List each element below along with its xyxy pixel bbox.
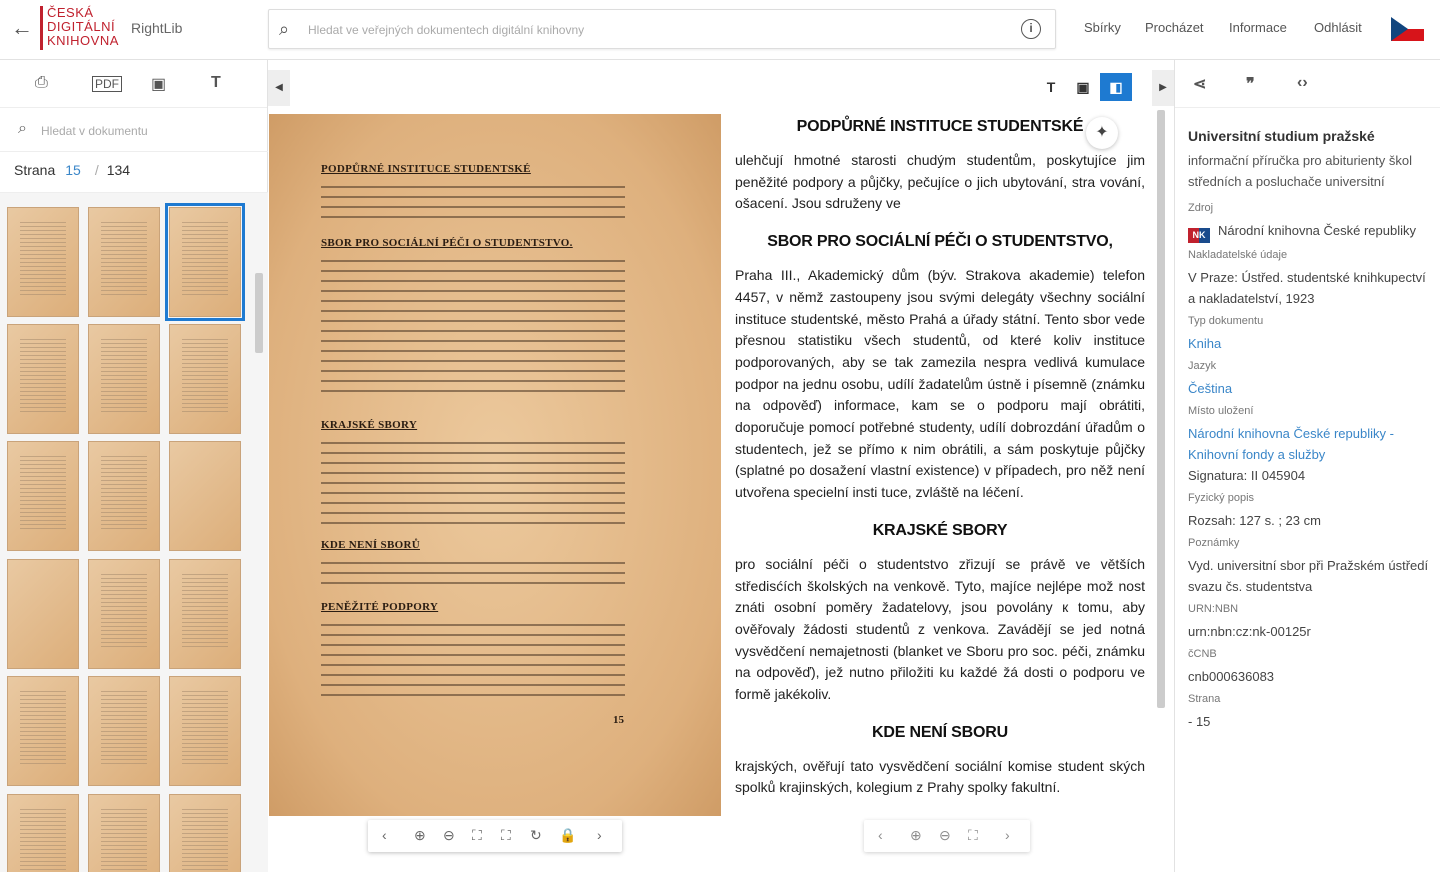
image-icon[interactable]: ▣ xyxy=(151,76,167,93)
ocr-heading: KRAJSKÉ SBORY xyxy=(872,521,1008,539)
collapse-right-icon[interactable]: ▶ xyxy=(1152,70,1174,106)
quote-icon[interactable]: ❞ xyxy=(1246,76,1255,93)
page-thumbnail[interactable] xyxy=(169,676,241,786)
nav-odhlasit[interactable]: Odhlásit xyxy=(1314,20,1362,35)
page-thumbnail[interactable] xyxy=(7,324,79,434)
share-icon[interactable]: ⋖ xyxy=(1193,76,1207,93)
document-title: Universitní studium pražské xyxy=(1188,128,1375,144)
nav-prochazet[interactable]: Procházet xyxy=(1145,20,1204,35)
zoom-in-icon[interactable]: ⊕ xyxy=(910,827,922,843)
meta-label-notes: Poznámky xyxy=(1188,537,1240,549)
meta-value-page: - 15 xyxy=(1188,714,1211,729)
logo-line-1: ČESKÁ xyxy=(47,5,94,20)
meta-label-physical: Fyzický popis xyxy=(1188,492,1255,504)
page-thumbnail[interactable] xyxy=(7,559,79,669)
meta-value-physical: Rozsah: 127 s. ; 23 cm xyxy=(1188,513,1321,528)
chevron-right-icon[interactable]: › xyxy=(1005,827,1010,843)
scan-text-block xyxy=(321,624,625,696)
logo[interactable] xyxy=(40,6,119,50)
document-subtitle: informační příručka pro abiturienty škol středních a posluchače universitní xyxy=(1188,153,1412,189)
ocr-heading: KDE NENÍ SBORU xyxy=(872,723,1008,741)
meta-label-location: Místo uložení xyxy=(1188,405,1254,417)
meta-label-ccnb: čCNB xyxy=(1188,648,1217,660)
meta-value-urn: urn:nbn:cz:nk-00125r xyxy=(1188,624,1311,639)
page-thumbnail[interactable] xyxy=(88,794,160,872)
meta-label-source: Zdroj xyxy=(1188,202,1214,214)
meta-value-notes: Vyd. universitní sbor při Pražském ústředí svazu čs. studentstva xyxy=(1188,558,1429,594)
page-thumbnail[interactable] xyxy=(169,559,241,669)
meta-value-language[interactable]: Čeština xyxy=(1188,381,1233,396)
scan-heading: PODPŮRNÉ INSTITUCE STUDENTSKÉ xyxy=(321,163,531,175)
global-search-input[interactable]: Hledat ve veřejných dokumentech digitální knihovny xyxy=(308,23,585,37)
nav-informace[interactable]: Informace xyxy=(1229,20,1287,35)
thumbnail-scrollbar[interactable] xyxy=(253,200,263,872)
split-mode-icon[interactable]: ◧ xyxy=(1100,73,1132,101)
pager-label: Strana xyxy=(14,162,56,178)
lock-icon[interactable]: 🔒 xyxy=(559,827,577,843)
text-mode-icon[interactable]: T xyxy=(1046,79,1056,95)
meta-label-publisher: Nakladatelské údaje xyxy=(1188,249,1288,261)
page-thumbnail[interactable] xyxy=(7,676,79,786)
scan-page-number: 15 xyxy=(613,714,624,726)
image-zoom-toolbar xyxy=(368,820,622,852)
zoom-out-icon[interactable]: ⊖ xyxy=(443,827,455,843)
meta-label-urn: URN:NBN xyxy=(1188,603,1239,615)
metadata-list xyxy=(1188,128,1433,736)
left-panel xyxy=(0,60,268,872)
top-bar xyxy=(0,0,1440,60)
zoom-in-icon[interactable]: ⊕ xyxy=(414,827,426,843)
pdf-icon[interactable]: PDF xyxy=(92,76,122,92)
document-search[interactable] xyxy=(0,108,268,152)
meta-value-location[interactable]: Národní knihovna České republiky - Knihovní fondy a služby xyxy=(1188,426,1394,462)
scan-text-block xyxy=(321,442,625,524)
scan-heading: SBOR PRO SOCIÁLNÍ PÉČI O STUDENTSTVO. xyxy=(321,237,573,249)
fit-icon[interactable]: ⛶ xyxy=(472,827,482,843)
scan-text-block xyxy=(321,562,625,584)
scrollbar-thumb[interactable] xyxy=(1157,110,1165,708)
code-icon[interactable]: ‹› xyxy=(1297,74,1308,91)
chevron-left-icon[interactable]: ‹ xyxy=(382,827,387,843)
text-zoom-toolbar xyxy=(864,820,1030,852)
page-thumbnail[interactable] xyxy=(88,207,160,317)
page-thumbnail-selected[interactable] xyxy=(169,207,241,317)
scan-heading: KDE NENÍ SBORŮ xyxy=(321,539,420,551)
global-search-bar[interactable] xyxy=(268,9,1056,49)
source-text[interactable]: Národní knihovna České republiky xyxy=(1218,223,1416,238)
logo-line-3: KNIHOVNA xyxy=(47,33,119,48)
ocr-heading: PODPŮRNÉ INSTITUCE STUDENTSKÉ xyxy=(796,118,1084,135)
meta-label-page: Strana xyxy=(1188,693,1221,705)
print-icon[interactable]: ⎙ xyxy=(35,74,48,91)
czech-flag-icon[interactable] xyxy=(1391,17,1424,41)
ocr-heading: SBOR PRO SOCIÁLNÍ PÉČI O STUDENTSTVO, xyxy=(767,233,1113,251)
thumbnail-grid xyxy=(0,192,268,872)
search-icon[interactable]: ⌕ xyxy=(18,120,27,137)
page-thumbnail[interactable] xyxy=(7,441,79,551)
zoom-out-icon[interactable]: ⊖ xyxy=(939,827,951,843)
nav-sbirky[interactable]: Sbírky xyxy=(1084,20,1121,35)
page-thumbnail[interactable] xyxy=(88,441,160,551)
ai-sparkle-icon[interactable]: ✦ xyxy=(1086,117,1118,149)
pager-total: 134 xyxy=(106,162,131,178)
search-icon[interactable]: ⌕ xyxy=(279,19,290,39)
arrow-left-icon[interactable]: ← xyxy=(11,15,33,40)
ocr-scrollbar[interactable] xyxy=(1156,110,1166,865)
text-icon[interactable]: T xyxy=(211,74,221,91)
page-thumbnail[interactable] xyxy=(88,324,160,434)
right-toolbar xyxy=(1175,60,1440,108)
rotate-icon[interactable]: ↻ xyxy=(530,827,542,843)
scrollbar-thumb[interactable] xyxy=(255,273,263,353)
ocr-paragraph: krajských, ověřují tato vysvědčení sociální komise student ských spolků krajinských, kolegium z Prahy spolky fakultní. xyxy=(735,757,1145,796)
info-icon[interactable]: i xyxy=(1021,19,1041,39)
meta-value-source[interactable] xyxy=(1188,220,1433,243)
document-viewer xyxy=(268,60,1174,872)
ocr-paragraph: pro sociální péči o studentstvo zřizují se právě ve větších středisćích školských na venkově. Tyto, majíce nejlépe mož nost znáti osobní poměry žadatelovy, jsou povolány к tomu, aby ověřovaly žádosti studentů z venkova. Zavádějí se jed notná vysvědčení nemajetnosti (blanket ve Sboru pro soc. péči, známku na odpověď), jež nutno přiložiti ku každé žá dosti o podporu ve formě jakékoliv. xyxy=(735,555,1145,703)
pager-separator: / xyxy=(94,162,99,178)
ocr-paragraph: ulehčují hmotné starosti chudým studentům, poskytujíce jim peněžité podpory a půjčky, pečujíce o jich ubytování, stra vování, ošacení. Jsou sdruženy ve xyxy=(735,152,1145,212)
document-search-input[interactable]: Hledat v dokumentu xyxy=(41,124,148,138)
page-thumbnail[interactable] xyxy=(88,676,160,786)
chevron-left-icon[interactable]: ‹ xyxy=(878,827,883,843)
logo-line-2: DIGITÁLNÍ xyxy=(47,19,116,34)
meta-value-doctype[interactable]: Kniha xyxy=(1188,336,1222,351)
page-thumbnail[interactable] xyxy=(169,324,241,434)
meta-value-ccnb: cnb000636083 xyxy=(1188,669,1275,684)
collapse-left-icon[interactable]: ◀ xyxy=(268,70,290,106)
nk-logo-icon: NK xyxy=(1188,228,1210,243)
scan-heading: KRAJSKÉ SBORY xyxy=(321,419,418,431)
page-pager xyxy=(14,162,130,178)
pager-current-input[interactable]: 15 xyxy=(65,162,81,178)
scan-text-block xyxy=(321,260,625,400)
left-toolbar xyxy=(0,60,267,108)
page-thumbnail[interactable] xyxy=(88,559,160,669)
library-name: RightLib xyxy=(131,20,183,36)
scan-heading: PENĚŽITÉ PODPORY xyxy=(321,601,439,613)
page-thumbnail[interactable] xyxy=(7,207,79,317)
page-thumbnail[interactable] xyxy=(169,441,241,551)
ocr-paragraph: Praha III., Akademický dům (býv. Strakova akademie) telefon 4457, v němž zastoupeny jsou svými delegáty všechny sociální instituce studentské, město Prahá a úřady státní. Tento sbor vede přesnou statistiku všech studentů, od které koliv instituce podporovaných, aby se tak zamezila nespra vedlivá kumulace podpor na jednu osobu, udílí žadatelům ústně i písemně (známku na odpověď) informace, kam se o podporu mají obrátiti, doporučuje pomocí potřebné studenty, udílí dobrozdání úřadům o studentech, jež se přímo к nim obrátili, a sám poskytuje půjčky (splatné po dosažení vlastní existence) v případech, pro něž není utvořena specielní insti tuce, zvláště na léčení. xyxy=(735,267,1145,501)
meta-label-doctype: Typ dokumentu xyxy=(1188,315,1264,327)
ocr-text-panel xyxy=(735,114,1145,872)
scan-text-block xyxy=(321,186,625,222)
scanned-page[interactable] xyxy=(269,114,721,816)
meta-value-publisher: V Praze: Ústřed. studentské knihkupectví a nakladatelství, 1923 xyxy=(1188,270,1426,306)
fullscreen-icon[interactable]: ⛶ xyxy=(968,827,978,843)
meta-value-signature: Signatura: II 045904 xyxy=(1188,468,1306,483)
metadata-panel xyxy=(1174,60,1440,872)
image-mode-icon[interactable]: ▣ xyxy=(1076,79,1090,95)
page-thumbnail[interactable] xyxy=(169,794,241,872)
meta-label-language: Jazyk xyxy=(1188,360,1217,372)
chevron-right-icon[interactable]: › xyxy=(597,827,602,843)
fullscreen-icon[interactable]: ⛶ xyxy=(501,827,511,843)
page-thumbnail[interactable] xyxy=(7,794,79,872)
